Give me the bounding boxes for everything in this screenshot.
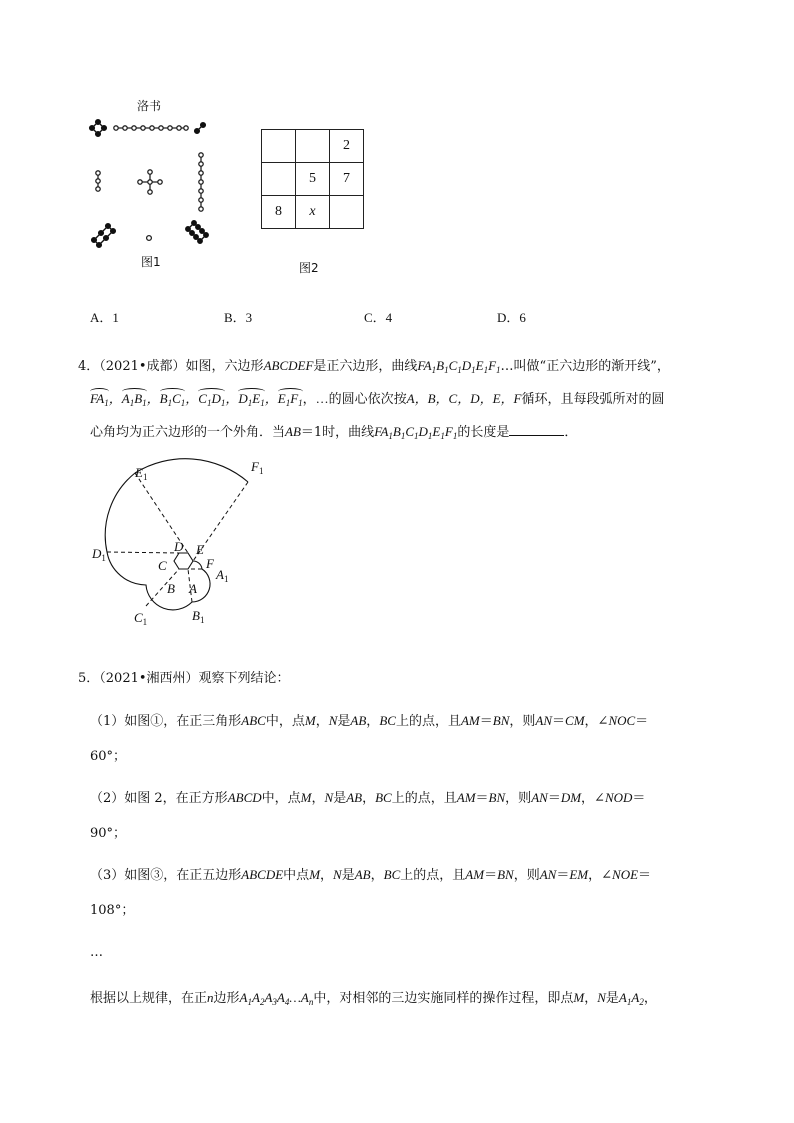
q5-text: 中点 [283,868,310,883]
q5-item3-end: 108°； [90,903,135,918]
q4-text: ，…的圆心依次按 [302,391,407,406]
q5-number: 5． [78,671,100,686]
label-f: F [206,556,214,571]
answer-blank [509,423,564,436]
q5-text: 中，对相邻的三边实施同样的操作过程，即点 [313,991,574,1006]
q5-text: 是 [605,991,619,1006]
q4-line1 [78,355,670,375]
label-d: D [174,539,184,554]
q5-header [78,667,290,686]
q4-source: （2021•成都） [99,359,186,374]
label-f1: $F_1$ [251,459,264,476]
option-b: B．3 [224,310,253,325]
q5-item2-end: 90°； [90,826,127,841]
q5-text: 边形 [213,991,240,1006]
q5-item1: （1）如图①，在正三角形ABC中，点M，N是AB，BC上的点，且AM＝BN，则AN＝CM，∠NOC＝ [90,713,649,729]
fig1-caption: 图1 [141,255,161,269]
q4-text: 的长度是 [457,425,510,440]
q5-text: ，则 [513,868,540,883]
q5-text: 上的点，且 [395,714,461,729]
q5-text: 根据以上规律，在正 [90,991,208,1006]
q4-text: ． [564,425,578,440]
q5-item1-end: 60°； [90,749,127,764]
q4-text: ＝1时，曲线 [300,425,375,440]
label-e: E [196,542,204,557]
grid-cell: 2 [330,130,364,163]
q5-text: 中，点 [265,714,305,729]
q5-item3: （3）如图③，在正五边形ABCDE中点M，N是AB，BC上的点，且AM＝BN，则AN＝EM，∠NOE＝ [90,867,652,883]
label-c1: $C_1$ [134,610,148,627]
grid-cell: 7 [330,163,364,196]
q5-text: 是 [337,714,351,729]
label-b1: $B_1$ [192,608,205,625]
label-a1: $A_1$ [216,567,229,584]
label-d1: $D_1$ [92,546,106,563]
q4-text: 如图，六边形 [185,359,264,374]
grid-cell: 8 [262,196,296,229]
q4-line2: $FA_1$，$A_1B_1$，$B_1C_1$，$C_1D_1$，$D_1E_1$，$E_1F_1$，…的圆心依次按A，B，C，D，E，F循环，且每段弧所对的圆 [90,391,665,408]
q5-text: 是 [333,791,347,806]
q5-item2: （2）如图 2，在正方形ABCD中，点M，N是AB，BC上的点，且AM＝BN，则AN＝DM，∠NOD＝ [90,790,646,806]
q4-hexagon-name: ABCDEF [263,358,314,373]
q4-number: 4． [78,359,100,374]
q5-text: （2）如图 2，在正方形 [90,791,228,806]
q4-text: 循环，且每段弧所对的圆 [521,391,665,406]
q5-text: 上的点，且 [400,868,466,883]
q5-text: ，则 [505,791,532,806]
grid-cell: 5 [296,163,330,196]
label-c: C [158,558,167,573]
q5-text: 是 [341,868,355,883]
q4-text: 心角均为正六边形的一个外角．当 [90,425,286,440]
grid-cell [330,196,364,229]
q4-ab: AB [285,424,301,439]
q5-text: （1）如图①，在正三角形 [90,714,242,729]
q5-text: ，则 [509,714,536,729]
grid-cell [296,130,330,163]
grid-cell: x [296,196,330,229]
grid-cell [262,163,296,196]
q4-curve-name: $FA_1B_1C_1D_1E_1F_1$ [417,358,501,375]
q4-line3 [90,421,577,441]
q5-text: （3）如图③，在正五边形 [90,868,242,883]
q4-text: …叫做“正六边形的渐开线”， [500,359,670,374]
luoshu-diagram [88,112,218,252]
option-c: C．4 [364,310,393,325]
fig1-title: 洛书 [137,99,162,113]
fig2-grid [261,129,364,229]
q5-text: 上的点，且 [391,791,457,806]
q5-source: （2021•湘西州） [99,671,199,686]
q5-intro: 观察下列结论： [198,671,290,686]
q5-last: 根据以上规律，在正n边形$A_1A_2A_3A_4\dots A_n$中，对相邻的三边实施同样的操作过程，即点M，N是$A_1A_2$， [90,990,657,1007]
label-a: A [189,581,197,596]
fig2-caption: 图2 [299,261,319,275]
label-b: B [167,581,175,596]
label-e1: $E_1$ [135,465,148,482]
option-d: D．6 [497,310,526,325]
q5-text: 中，点 [261,791,301,806]
grid-cell [262,130,296,163]
q4-curve-name: $FA_1B_1C_1D_1E_1F_1$ [374,424,458,441]
involute-diagram [88,455,288,635]
option-a: A．1 [90,310,119,325]
q4-text: 是正六边形，曲线 [313,359,418,374]
q5-ellipsis: … [90,945,103,960]
